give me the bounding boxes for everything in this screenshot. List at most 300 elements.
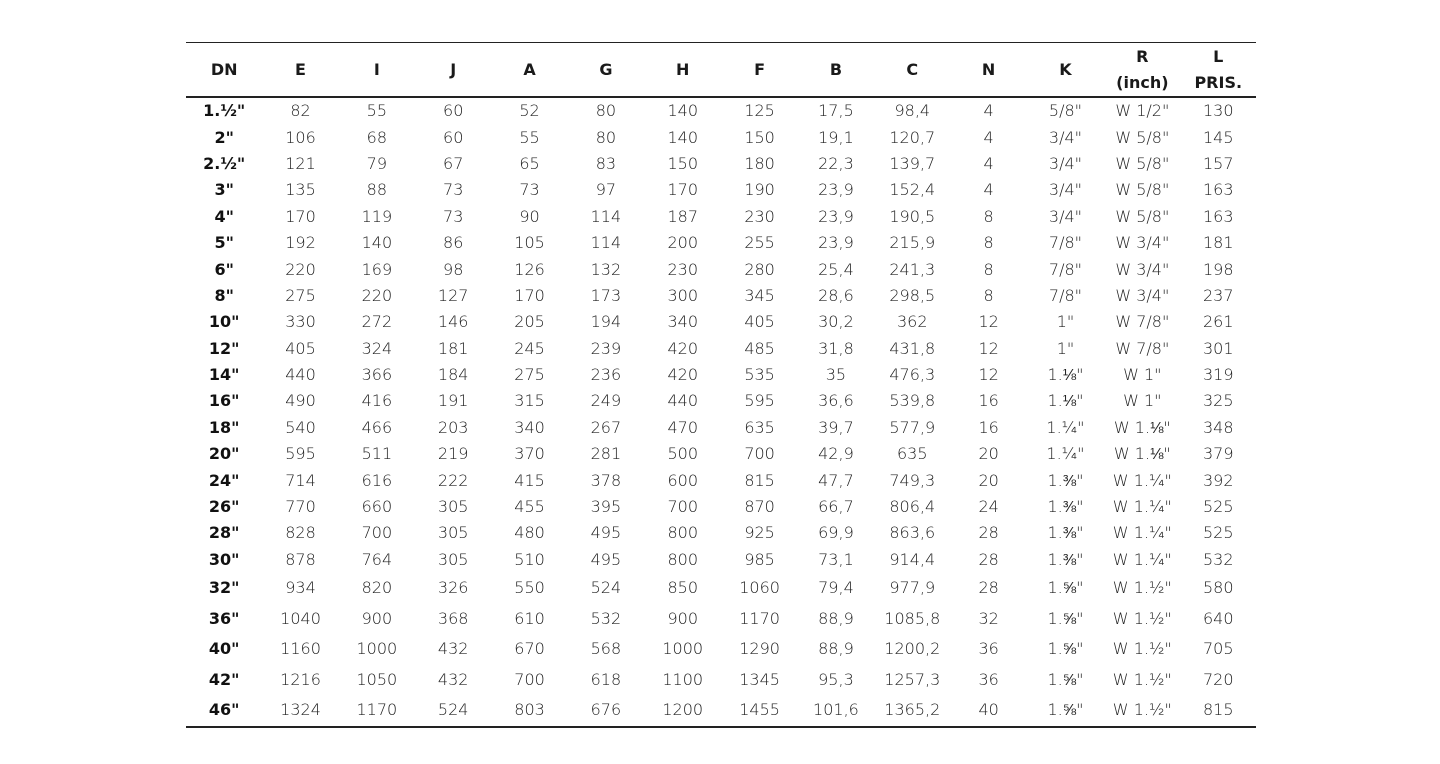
table-row	[186, 362, 1256, 388]
cell-n: 40	[978, 700, 999, 720]
cell-c: 298,5	[889, 285, 936, 305]
cell-l: 720	[1202, 669, 1234, 689]
cell-i: 900	[361, 608, 393, 628]
cell-j: 432	[437, 669, 469, 689]
cell-e: 595	[285, 444, 316, 464]
cell-a: 415	[514, 470, 545, 490]
column-header-dn-line: DN	[210, 59, 238, 79]
cell-i: 1000	[356, 639, 398, 659]
cell-b: 101,6	[813, 700, 859, 720]
cell-f: 485	[744, 338, 775, 358]
cell-h: 200	[667, 233, 699, 253]
cell-b: 31,8	[818, 338, 854, 358]
table-row	[186, 256, 1256, 282]
dn-size-cell: 2"	[214, 127, 234, 147]
cell-c: 120,7	[889, 127, 936, 147]
cell-i: 366	[361, 365, 393, 385]
dn-size-cell: 8"	[214, 285, 234, 305]
cell-k: 1.⅝"	[1047, 608, 1084, 628]
cell-r: W 5/8"	[1115, 153, 1170, 173]
cell-l: 145	[1202, 127, 1234, 147]
cell-n: 28	[978, 523, 999, 543]
cell-r: W 3/4"	[1115, 285, 1170, 305]
cell-n: 20	[978, 470, 999, 490]
column-header-l	[1181, 43, 1257, 98]
cell-a: 550	[514, 578, 545, 598]
cell-e: 934	[285, 578, 316, 598]
cell-g: 114	[590, 233, 622, 253]
cell-r: W 7/8"	[1115, 338, 1170, 358]
cell-g: 249	[590, 391, 622, 411]
cell-j: 60	[443, 127, 464, 147]
cell-k: 1.⅝"	[1047, 669, 1084, 689]
cell-c: 1200,2	[884, 639, 941, 659]
cell-b: 69,9	[818, 523, 854, 543]
cell-c: 863,6	[889, 523, 936, 543]
column-header-a	[491, 43, 567, 98]
cell-l: 163	[1202, 180, 1234, 200]
cell-r: W 1/2"	[1115, 101, 1170, 121]
cell-i: 511	[361, 444, 393, 464]
cell-h: 230	[667, 259, 699, 279]
cell-g: 378	[590, 470, 622, 490]
cell-l: 319	[1202, 365, 1234, 385]
cell-f: 280	[744, 259, 775, 279]
cell-b: 88,9	[818, 608, 854, 628]
cell-k: 1.⅝"	[1047, 639, 1084, 659]
cell-f: 595	[744, 391, 775, 411]
cell-c: 577,9	[889, 417, 936, 437]
cell-a: 126	[514, 259, 545, 279]
cell-k: 1.¼"	[1046, 444, 1085, 464]
cell-r: W 1.⅛"	[1113, 444, 1171, 464]
dn-size-cell: 16"	[208, 391, 240, 411]
cell-g: 568	[590, 639, 622, 659]
table-row	[186, 415, 1256, 441]
cell-b: 23,9	[818, 206, 854, 226]
cell-e: 330	[285, 312, 316, 332]
column-header-g-line: G	[599, 59, 613, 79]
cell-h: 300	[667, 285, 699, 305]
cell-a: 55	[519, 127, 540, 147]
cell-g: 173	[590, 285, 622, 305]
cell-j: 305	[437, 523, 469, 543]
dn-size-cell: 6"	[214, 259, 234, 279]
cell-n: 12	[978, 365, 999, 385]
cell-g: 83	[595, 153, 617, 173]
table-row	[186, 467, 1256, 493]
cell-f: 405	[744, 312, 775, 332]
cell-l: 301	[1202, 338, 1234, 358]
cell-i: 68	[366, 127, 388, 147]
cell-a: 510	[514, 549, 545, 569]
cell-j: 222	[437, 470, 469, 490]
cell-b: 47,7	[818, 470, 854, 490]
cell-b: 23,9	[818, 180, 854, 200]
cell-l: 705	[1202, 639, 1234, 659]
cell-g: 281	[590, 444, 622, 464]
cell-e: 275	[285, 285, 316, 305]
cell-e: 490	[285, 391, 316, 411]
cell-e: 440	[285, 365, 316, 385]
cell-a: 275	[514, 365, 545, 385]
cell-j: 305	[437, 549, 469, 569]
table-row	[186, 151, 1256, 177]
cell-g: 239	[590, 338, 622, 358]
cell-j: 127	[437, 285, 469, 305]
cell-h: 187	[667, 206, 699, 226]
cell-h: 600	[667, 470, 699, 490]
column-header-h	[644, 43, 721, 98]
cell-c: 1085,8	[884, 608, 941, 628]
cell-j: 368	[437, 608, 469, 628]
cell-e: 714	[285, 470, 316, 490]
cell-h: 1200	[662, 700, 704, 720]
cell-i: 700	[361, 523, 393, 543]
cell-f: 870	[744, 497, 775, 517]
cell-h: 900	[667, 608, 699, 628]
column-header-i	[339, 43, 415, 98]
cell-g: 132	[590, 259, 622, 279]
cell-n: 12	[978, 338, 999, 358]
dn-size-cell: 46"	[208, 700, 240, 720]
cell-e: 828	[285, 523, 316, 543]
cell-r: W 1.½"	[1112, 578, 1172, 598]
cell-r: W 1.¼"	[1112, 470, 1172, 490]
cell-i: 220	[361, 285, 393, 305]
table-row	[186, 124, 1256, 150]
cell-i: 119	[361, 206, 393, 226]
cell-c: 914,4	[889, 549, 936, 569]
cell-e: 405	[285, 338, 316, 358]
cell-r: W 1"	[1123, 391, 1162, 411]
cell-g: 495	[590, 549, 622, 569]
table-row	[186, 441, 1256, 467]
cell-k: 3/4"	[1048, 153, 1083, 173]
cell-c: 635	[897, 444, 928, 464]
cell-i: 324	[361, 338, 393, 358]
cell-k: 1.⅝"	[1047, 578, 1084, 598]
column-header-n	[950, 43, 1026, 98]
cell-h: 700	[667, 497, 699, 517]
cell-e: 1040	[280, 608, 321, 628]
column-header-r	[1104, 43, 1180, 98]
cell-c: 749,3	[889, 470, 936, 490]
cell-e: 1160	[280, 639, 321, 659]
cell-r: W 1.¼"	[1112, 523, 1172, 543]
cell-f: 535	[744, 365, 775, 385]
cell-l: 392	[1202, 470, 1234, 490]
cell-r: W 5/8"	[1115, 206, 1170, 226]
cell-n: 8	[983, 206, 994, 226]
cell-h: 800	[667, 549, 699, 569]
cell-j: 67	[443, 153, 464, 173]
column-header-l-line: L	[1213, 46, 1224, 66]
table-row	[186, 695, 1256, 727]
cell-f: 1290	[739, 639, 780, 659]
table-row	[186, 204, 1256, 230]
table-row	[186, 177, 1256, 203]
cell-b: 22,3	[818, 153, 854, 173]
cell-b: 35	[825, 365, 847, 385]
column-header-c	[874, 43, 950, 98]
cell-f: 125	[744, 101, 775, 121]
table-row	[186, 573, 1256, 604]
cell-g: 80	[595, 101, 617, 121]
cell-e: 770	[285, 497, 316, 517]
dn-size-cell: 28"	[208, 523, 240, 543]
cell-j: 524	[437, 700, 469, 720]
column-header-b	[798, 43, 874, 98]
cell-l: 640	[1202, 608, 1234, 628]
cell-j: 98	[443, 259, 464, 279]
cell-r: W 5/8"	[1115, 180, 1170, 200]
table-row	[186, 634, 1256, 665]
dn-size-cell: 10"	[208, 312, 240, 332]
cell-e: 220	[285, 259, 316, 279]
cell-h: 1100	[662, 669, 704, 689]
cell-g: 495	[590, 523, 622, 543]
table-row	[186, 665, 1256, 696]
cell-c: 1257,3	[884, 669, 941, 689]
cell-h: 1000	[662, 639, 704, 659]
cell-f: 230	[744, 206, 775, 226]
cell-r: W 1.½"	[1112, 700, 1172, 720]
table-row	[186, 547, 1256, 573]
cell-i: 660	[361, 497, 393, 517]
cell-a: 610	[514, 608, 545, 628]
cell-h: 340	[667, 312, 699, 332]
cell-i: 416	[361, 391, 393, 411]
table-row	[186, 230, 1256, 256]
table-row	[186, 97, 1256, 124]
cell-l: 198	[1202, 259, 1234, 279]
cell-c: 539,8	[889, 391, 936, 411]
cell-h: 800	[667, 523, 699, 543]
dn-size-cell: 3"	[214, 180, 234, 200]
column-header-b-line: B	[829, 59, 843, 79]
cell-c: 806,4	[889, 497, 936, 517]
dn-size-cell: 5"	[214, 233, 234, 253]
cell-k: 7/8"	[1048, 285, 1083, 305]
cell-l: 525	[1202, 523, 1234, 543]
cell-i: 79	[366, 153, 388, 173]
cell-e: 121	[285, 153, 316, 173]
column-header-k-line: K	[1059, 59, 1072, 79]
cell-n: 36	[978, 669, 999, 689]
dn-size-cell: 18"	[208, 417, 240, 437]
cell-h: 420	[667, 338, 699, 358]
cell-a: 170	[514, 285, 545, 305]
cell-k: 3/4"	[1048, 127, 1083, 147]
cell-n: 4	[983, 101, 994, 121]
cell-b: 30,2	[818, 312, 854, 332]
dn-size-cell: 1.½"	[203, 101, 246, 121]
column-header-l-line: PRIS.	[1194, 72, 1243, 92]
cell-h: 500	[667, 444, 699, 464]
cell-c: 1365,2	[884, 700, 941, 720]
cell-b: 23,9	[818, 233, 854, 253]
dn-size-cell: 42"	[208, 669, 240, 689]
cell-f: 985	[744, 549, 775, 569]
cell-f: 1060	[739, 578, 780, 598]
cell-f: 1455	[739, 700, 780, 720]
cell-a: 340	[514, 417, 545, 437]
cell-i: 272	[361, 312, 393, 332]
dn-size-cell: 2.½"	[203, 153, 246, 173]
cell-a: 480	[514, 523, 545, 543]
cell-n: 16	[978, 417, 999, 437]
cell-a: 90	[519, 206, 540, 226]
cell-i: 820	[361, 578, 393, 598]
dn-size-cell: 32"	[208, 578, 240, 598]
cell-j: 191	[437, 391, 469, 411]
cell-c: 98,4	[894, 101, 931, 121]
cell-c: 215,9	[889, 233, 936, 253]
column-header-f	[721, 43, 797, 98]
column-header-r-line: (inch)	[1116, 72, 1169, 92]
dn-size-cell: 40"	[208, 639, 240, 659]
column-header-h-line: H	[676, 59, 690, 79]
cell-r: W 1.¼"	[1112, 549, 1172, 569]
cell-i: 1050	[356, 669, 398, 689]
cell-g: 114	[590, 206, 622, 226]
cell-b: 42,9	[818, 444, 854, 464]
cell-i: 616	[361, 470, 393, 490]
cell-b: 25,4	[818, 259, 854, 279]
cell-a: 700	[514, 669, 545, 689]
cell-b: 88,9	[818, 639, 854, 659]
cell-i: 466	[361, 417, 393, 437]
cell-a: 670	[514, 639, 545, 659]
cell-a: 205	[514, 312, 545, 332]
cell-l: 325	[1202, 391, 1234, 411]
cell-b: 95,3	[818, 669, 854, 689]
cell-g: 618	[590, 669, 622, 689]
table-body	[186, 97, 1256, 727]
header-row	[186, 43, 1256, 98]
cell-r: W 1.½"	[1112, 669, 1172, 689]
cell-a: 65	[519, 153, 540, 173]
cell-b: 66,7	[818, 497, 854, 517]
cell-l: 379	[1202, 444, 1234, 464]
cell-c: 139,7	[889, 153, 936, 173]
cell-j: 219	[437, 444, 469, 464]
cell-a: 245	[514, 338, 545, 358]
cell-c: 152,4	[889, 180, 936, 200]
table-header	[186, 43, 1256, 98]
cell-a: 803	[514, 700, 545, 720]
cell-r: W 1.¼"	[1112, 497, 1172, 517]
cell-r: W 7/8"	[1115, 312, 1170, 332]
cell-a: 315	[514, 391, 545, 411]
cell-n: 4	[983, 153, 994, 173]
cell-k: 1.¼"	[1046, 417, 1085, 437]
cell-b: 28,6	[818, 285, 854, 305]
cell-k: 1.⅜"	[1047, 497, 1084, 517]
cell-a: 73	[519, 180, 540, 200]
cell-i: 764	[361, 549, 393, 569]
dn-size-cell: 20"	[208, 444, 240, 464]
cell-f: 1345	[739, 669, 780, 689]
cell-j: 326	[437, 578, 469, 598]
cell-f: 635	[744, 417, 775, 437]
cell-n: 20	[978, 444, 999, 464]
dn-size-cell: 36"	[208, 608, 240, 628]
cell-a: 105	[514, 233, 545, 253]
cell-k: 1.⅛"	[1047, 365, 1084, 385]
cell-k: 7/8"	[1048, 233, 1083, 253]
cell-h: 140	[667, 101, 699, 121]
cell-l: 130	[1202, 101, 1234, 121]
cell-h: 850	[667, 578, 699, 598]
cell-n: 4	[983, 180, 994, 200]
cell-j: 73	[443, 206, 464, 226]
cell-g: 80	[595, 127, 617, 147]
cell-b: 79,4	[818, 578, 854, 598]
cell-k: 5/8"	[1048, 101, 1083, 121]
column-header-j-line: J	[450, 59, 457, 79]
cell-a: 52	[519, 101, 540, 121]
dn-size-cell: 12"	[208, 338, 240, 358]
cell-j: 73	[443, 180, 464, 200]
cell-b: 17,5	[818, 101, 854, 121]
cell-c: 977,9	[889, 578, 936, 598]
cell-a: 370	[514, 444, 545, 464]
cell-f: 925	[744, 523, 775, 543]
cell-i: 169	[361, 259, 393, 279]
table-row	[186, 336, 1256, 362]
cell-b: 73,1	[818, 549, 854, 569]
cell-k: 1.⅜"	[1047, 549, 1084, 569]
cell-i: 140	[361, 233, 393, 253]
cell-n: 16	[978, 391, 999, 411]
cell-e: 1324	[280, 700, 321, 720]
cell-l: 163	[1202, 206, 1234, 226]
cell-n: 28	[978, 549, 999, 569]
cell-k: 3/4"	[1048, 206, 1083, 226]
cell-b: 39,7	[818, 417, 854, 437]
column-header-e	[262, 43, 338, 98]
cell-k: 1.⅝"	[1047, 700, 1084, 720]
cell-e: 1216	[280, 669, 321, 689]
cell-n: 4	[983, 127, 994, 147]
cell-f: 255	[744, 233, 775, 253]
cell-j: 432	[437, 639, 469, 659]
cell-h: 170	[667, 180, 699, 200]
cell-n: 32	[978, 608, 999, 628]
cell-l: 532	[1202, 549, 1234, 569]
cell-e: 135	[285, 180, 316, 200]
cell-h: 470	[667, 417, 699, 437]
cell-n: 36	[978, 639, 999, 659]
flange-dimensions-table	[186, 42, 1256, 728]
cell-r: W 1.⅛"	[1113, 417, 1171, 437]
cell-n: 12	[978, 312, 999, 332]
column-header-k	[1027, 43, 1104, 98]
dn-size-cell: 30"	[208, 549, 240, 569]
column-header-r-line: R	[1136, 46, 1149, 66]
cell-c: 190,5	[889, 206, 936, 226]
cell-j: 184	[437, 365, 469, 385]
cell-r: W 1"	[1123, 365, 1162, 385]
cell-l: 580	[1202, 578, 1234, 598]
cell-k: 7/8"	[1048, 259, 1083, 279]
cell-j: 203	[437, 417, 469, 437]
cell-f: 700	[744, 444, 775, 464]
cell-r: W 5/8"	[1115, 127, 1170, 147]
cell-e: 192	[285, 233, 316, 253]
